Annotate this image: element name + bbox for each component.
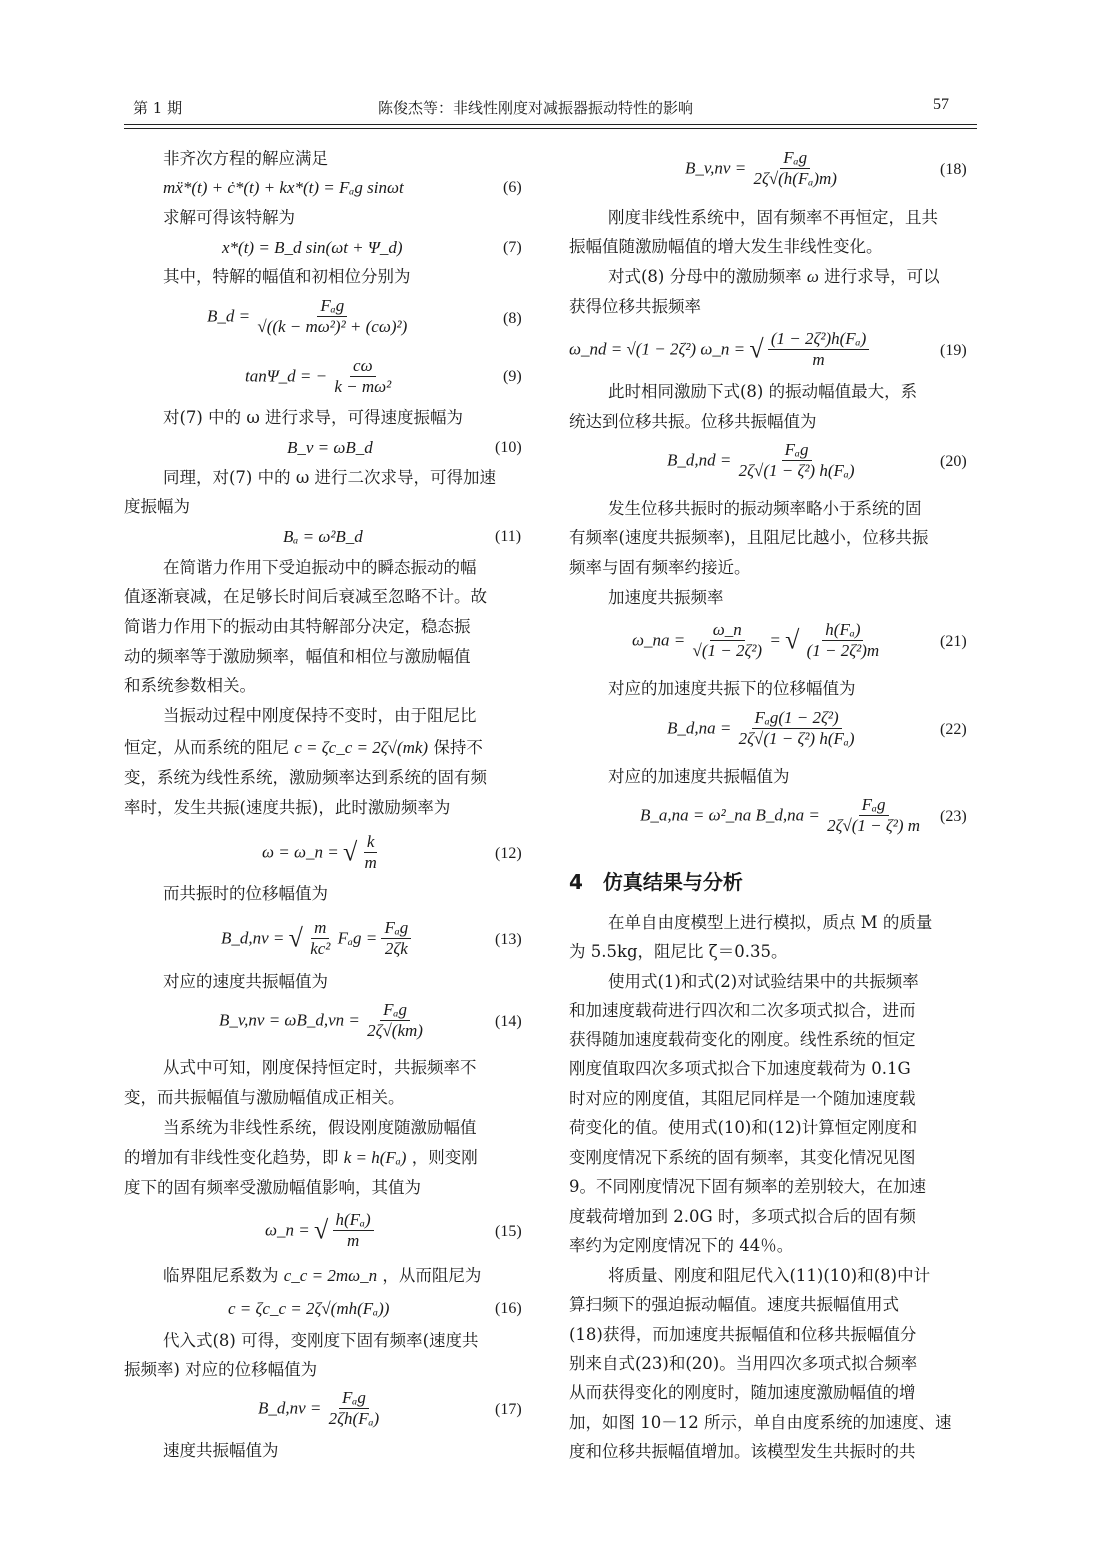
equation-number: (11)	[495, 528, 522, 545]
denominator: 2ζ√(h(Fₐ)m)	[753, 169, 837, 188]
equation-number: (10)	[495, 439, 522, 456]
paragraph-line: 获得位移共振频率	[569, 297, 701, 316]
equation-number: (8)	[503, 310, 522, 327]
denominator: √(1 − 2ζ²)	[692, 641, 763, 660]
fraction	[333, 1210, 374, 1251]
numerator: Fₐg	[317, 296, 347, 317]
equation-17	[258, 1388, 382, 1429]
denominator: 2ζ√(1 − ζ²) m	[827, 816, 921, 835]
numerator: cω	[350, 356, 376, 377]
fraction	[307, 918, 333, 959]
text-line: 加速度共振频率	[608, 588, 724, 607]
text-span: 进行求导，可以	[824, 267, 940, 286]
numerator: Fₐg	[859, 795, 889, 816]
paragraph-line: 简谐力作用下的振动由其特解部分决定，稳态振	[124, 617, 471, 636]
denominator: 2ζ√(km)	[367, 1021, 423, 1040]
paragraph-line: 获得随加速度载荷变化的刚度。线性系统的恒定	[569, 1030, 916, 1049]
denominator: 2ζ√(1 − ζ²) h(Fₐ)	[738, 729, 855, 748]
text-line: 对应的速度共振幅值为	[163, 972, 328, 991]
paragraph-line: 频率与固有频率约接近。	[569, 558, 751, 577]
equation-8	[207, 296, 410, 337]
paragraph-line: 统达到位移共振。位移共振幅值为	[569, 412, 817, 431]
text-span: ，从而阻尼为	[382, 1266, 482, 1285]
paragraph-line: 此时相同激励下式(8) 的振动幅值最大，系	[608, 382, 918, 401]
denominator: 2ζ√(1 − ζ²) h(Fₐ)	[738, 461, 855, 480]
eq-lhs: ω = ω_n =	[262, 842, 339, 862]
paragraph-line: 在单自由度模型上进行模拟，质点 M 的质量	[608, 913, 933, 932]
eq-lhs: B_a,na = ω²_na B_d,na =	[640, 805, 820, 825]
paragraph-line: 度和位移共振幅值增加。该模型发生共振时的共	[569, 1442, 916, 1461]
equation-21	[632, 620, 882, 661]
paragraph-line: 别来自式(23)和(20)。当用四次多项式拟合频率	[569, 1354, 918, 1373]
paragraph-line	[124, 1147, 478, 1169]
denominator: 2ζk	[384, 939, 408, 958]
paragraph-line: 变，而共振幅值与激励幅值成正相关。	[124, 1088, 405, 1107]
paragraph-line: 和系统参数相关。	[124, 676, 256, 695]
numerator: Fₐg(1 − 2ζ²)	[752, 708, 842, 729]
text-line: 对应的加速度共振幅值为	[608, 767, 790, 786]
fraction	[736, 440, 858, 481]
numerator: ω_n	[710, 620, 745, 641]
eq-lhs: ω_na =	[632, 630, 686, 650]
equation-10: B_v = ωB_d	[287, 438, 373, 457]
paragraph-line: 变，系统为线性系统，激励频率达到系统的固有频	[124, 768, 487, 787]
equation-number: (16)	[495, 1300, 522, 1317]
equation-number: (21)	[940, 633, 967, 650]
denominator: m	[346, 1231, 360, 1250]
eq-lhs: ω_n =	[265, 1220, 310, 1240]
eq-lhs: B_d,nd =	[667, 450, 732, 470]
text-line	[163, 1265, 481, 1287]
equation-16: c = ζc_c = 2ζ√(mh(Fₐ))	[228, 1299, 390, 1318]
fraction	[254, 296, 410, 337]
fraction	[824, 795, 923, 836]
fraction	[750, 148, 840, 189]
text-line: 其中，特解的幅值和初相位分别为	[163, 267, 411, 286]
numerator: Fₐg	[339, 1388, 369, 1409]
equation-14	[219, 1000, 426, 1041]
fraction	[381, 918, 411, 959]
numerator: h(Fₐ)	[333, 1210, 374, 1231]
denominator: m	[812, 350, 825, 369]
paragraph-line: 9。不同刚度情况下固有频率的差别较大，在加速	[569, 1177, 926, 1196]
equation-13	[221, 918, 411, 959]
equation-number: (12)	[495, 845, 522, 862]
radical-icon: √	[749, 334, 764, 364]
fraction	[804, 620, 883, 661]
paragraph-line: 当振动过程中刚度保持不变时，由于阻尼比	[163, 706, 477, 725]
header-rule	[124, 124, 977, 125]
paragraph-line: 使用式(1)和式(2)对试验结果中的共振频率	[608, 972, 919, 991]
paragraph-line: 刚度值取四次多项式拟合下加速度载荷为 0.1G	[569, 1059, 911, 1078]
fraction	[768, 329, 869, 370]
paragraph-line: 变刚度情况下系统的固有频率，其变化情况见图	[569, 1148, 916, 1167]
text-line: 同理，对(7) 中的 ω 进行二次求导，可得加速	[163, 468, 497, 487]
page-number: 57	[933, 96, 949, 113]
paragraph-line: 当系统为非线性系统，假设刚度随激励幅值	[163, 1118, 477, 1137]
equation-number: (19)	[940, 342, 967, 359]
issue-label: 第 1 期	[133, 99, 183, 117]
eq-lhs: B_d,nv =	[258, 1398, 322, 1418]
fraction	[326, 1388, 383, 1429]
radical-icon: √	[342, 837, 358, 867]
paragraph-line: 在简谐力作用下受迫振动中的瞬态振动的幅	[163, 558, 477, 577]
fraction	[361, 832, 379, 873]
text-span: 恒定，从而系统的阻尼	[124, 738, 289, 757]
paragraph-line: 发生位移共振时的振动频率略小于系统的固	[608, 499, 922, 518]
eq-lhs: B_d =	[207, 306, 251, 326]
equation-number: (7)	[503, 239, 522, 256]
text-span: 保持不	[433, 738, 483, 757]
eq-lhs: B_v,nv =	[685, 158, 747, 178]
paragraph-line: 为 5.5kg，阻尼比 ζ＝0.35。	[569, 942, 788, 961]
eq-mid: Fₐg =	[337, 928, 378, 948]
header-rule-thin	[124, 128, 977, 129]
radical-icon: √	[785, 625, 800, 655]
equation-number: (22)	[940, 721, 967, 738]
numerator: Fₐg	[380, 1000, 410, 1021]
paragraph-line: 荷变化的值。使用式(10)和(12)计算恒定刚度和	[569, 1118, 918, 1137]
numerator: k	[364, 832, 378, 853]
text-span: 对式(8) 分母中的激励频率	[608, 267, 802, 286]
equation-number: (17)	[495, 1401, 522, 1418]
eq-mid: =	[769, 630, 781, 650]
fraction	[364, 1000, 426, 1041]
denominator: √((k − mω²)² + (cω)²)	[257, 317, 408, 336]
paragraph-line: 值逐渐衰减，在足够长时间后衰减至忽略不计。故	[124, 587, 487, 606]
running-title: 陈俊杰等：非线性刚度对减振器振动特性的影响	[378, 99, 694, 117]
paragraph-line: 加，如图 10－12 所示，单自由度系统的加速度、速	[569, 1413, 952, 1432]
text-line: 对应的加速度共振下的位移幅值为	[608, 679, 856, 698]
numerator: Fₐg	[381, 918, 411, 939]
eq-lhs: B_v,nv = ωB_d,vn =	[219, 1010, 360, 1030]
paragraph-line: 刚度非线性系统中，固有频率不再恒定，且共	[608, 208, 938, 227]
inline-equation: k = h(Fₐ)	[343, 1148, 407, 1167]
eq-lhs: tanΨ_d = −	[245, 366, 328, 386]
inline-equation: c = ζc_c = 2ζ√(mk)	[294, 738, 429, 757]
equation-number: (13)	[495, 931, 522, 948]
fraction	[331, 356, 394, 397]
equation-6: mẍ*(t) + ċ*(t) + kx*(t) = Fₐg sinωt	[163, 178, 404, 197]
paragraph-line: 振幅值随激励幅值的增大发生非线性变化。	[569, 237, 883, 256]
equation-12	[262, 832, 380, 873]
equation-number: (6)	[503, 179, 522, 196]
equation-22	[667, 708, 858, 749]
paragraph-line: 代入式(8) 可得，变刚度下固有频率(速度共	[163, 1331, 479, 1350]
eq-lhs: B_d,na =	[667, 718, 732, 738]
equation-number: (18)	[940, 161, 967, 178]
fraction	[736, 708, 858, 749]
equation-number: (15)	[495, 1223, 522, 1240]
eq-lhs: B_d,nv =	[221, 928, 285, 948]
denominator: k − mω²	[334, 377, 392, 396]
paragraph-line: 从式中可知，刚度保持恒定时，共振频率不	[163, 1058, 477, 1077]
paragraph-line: 动的频率等于激励频率，幅值和相位与激励幅值	[124, 647, 471, 666]
denominator: m	[364, 853, 377, 872]
text-line: 度振幅为	[124, 497, 190, 516]
radical-icon: √	[313, 1215, 329, 1245]
paragraph-line: 振频率) 对应的位移幅值为	[124, 1360, 318, 1379]
paragraph-line: 和加速度载荷进行四次和二次多项式拟合，进而	[569, 1001, 916, 1020]
inline-equation: c_c = 2mω_n	[283, 1266, 378, 1285]
paragraph-line: 有频率(速度共振频率)，且阻尼比越小，位移共振	[569, 528, 929, 547]
paragraph-line: 度下的固有频率受激励幅值影响，其值为	[124, 1178, 421, 1197]
text-line: 对(7) 中的 ω 进行求导，可得速度振幅为	[163, 408, 464, 427]
denominator: (1 − 2ζ²)m	[806, 641, 880, 660]
paragraph-line: 度载荷增加到 2.0G 时，多项式拟合后的固有频	[569, 1207, 916, 1226]
paragraph-line: 从而获得变化的刚度时，随加速度激励幅值的增	[569, 1383, 916, 1402]
equation-number: (9)	[503, 368, 522, 385]
numerator: Fₐg	[780, 148, 810, 169]
paragraph-line: 算扫频下的强迫振动幅值。速度共振幅值用式	[569, 1295, 899, 1314]
denominator: kc²	[310, 939, 331, 958]
equation-20	[667, 440, 858, 481]
section-heading: 4 仿真结果与分析	[569, 870, 743, 894]
text-span: 的增加有非线性变化趋势，即	[124, 1148, 339, 1167]
text-line: 而共振时的位移幅值为	[163, 884, 328, 903]
equation-19	[569, 329, 869, 370]
paragraph-line: 率时，发生共振(速度共振)，此时激励频率为	[124, 798, 451, 817]
radical-icon: √	[288, 923, 303, 953]
text-span: ，则变刚	[411, 1148, 478, 1167]
equation-number: (20)	[940, 453, 967, 470]
equation-number: (23)	[940, 808, 967, 825]
numerator: m	[311, 918, 329, 939]
text-span: 临界阻尼系数为	[163, 1266, 279, 1285]
text-line: 非齐次方程的解应满足	[163, 149, 328, 168]
paragraph-line: 率约为定刚度情况下的 44％。	[569, 1236, 794, 1255]
inline-equation: ω	[806, 267, 819, 286]
equation-11: Bₐ = ω²B_d	[283, 527, 363, 546]
text-line: 求解可得该特解为	[163, 208, 295, 227]
equation-7: x*(t) = B_d sin(ωt + Ψ_d)	[222, 238, 403, 257]
denominator: 2ζh(Fₐ)	[328, 1409, 380, 1428]
equation-number: (14)	[495, 1013, 522, 1030]
paragraph-line: 将质量、刚度和阻尼代入(11)(10)和(8)中计	[608, 1266, 931, 1285]
numerator: (1 − 2ζ²)h(Fₐ)	[768, 329, 869, 350]
numerator: Fₐg	[782, 440, 812, 461]
paragraph-line: (18)获得，而加速度共振幅值和位移共振幅值分	[569, 1325, 917, 1344]
equation-9	[245, 356, 394, 397]
paragraph-line: 时对应的刚度值，其阻尼同样是一个随加速度载	[569, 1089, 916, 1108]
equation-15	[265, 1210, 374, 1251]
numerator: h(Fₐ)	[822, 620, 863, 641]
paragraph-line	[608, 266, 940, 288]
fraction	[689, 620, 765, 661]
text-line: 速度共振幅值为	[163, 1441, 279, 1460]
equation-18	[685, 148, 840, 189]
equation-23	[640, 795, 923, 836]
eq-lhs: ω_nd = √(1 − 2ζ²) ω_n =	[569, 339, 746, 359]
paragraph-line	[124, 737, 483, 759]
